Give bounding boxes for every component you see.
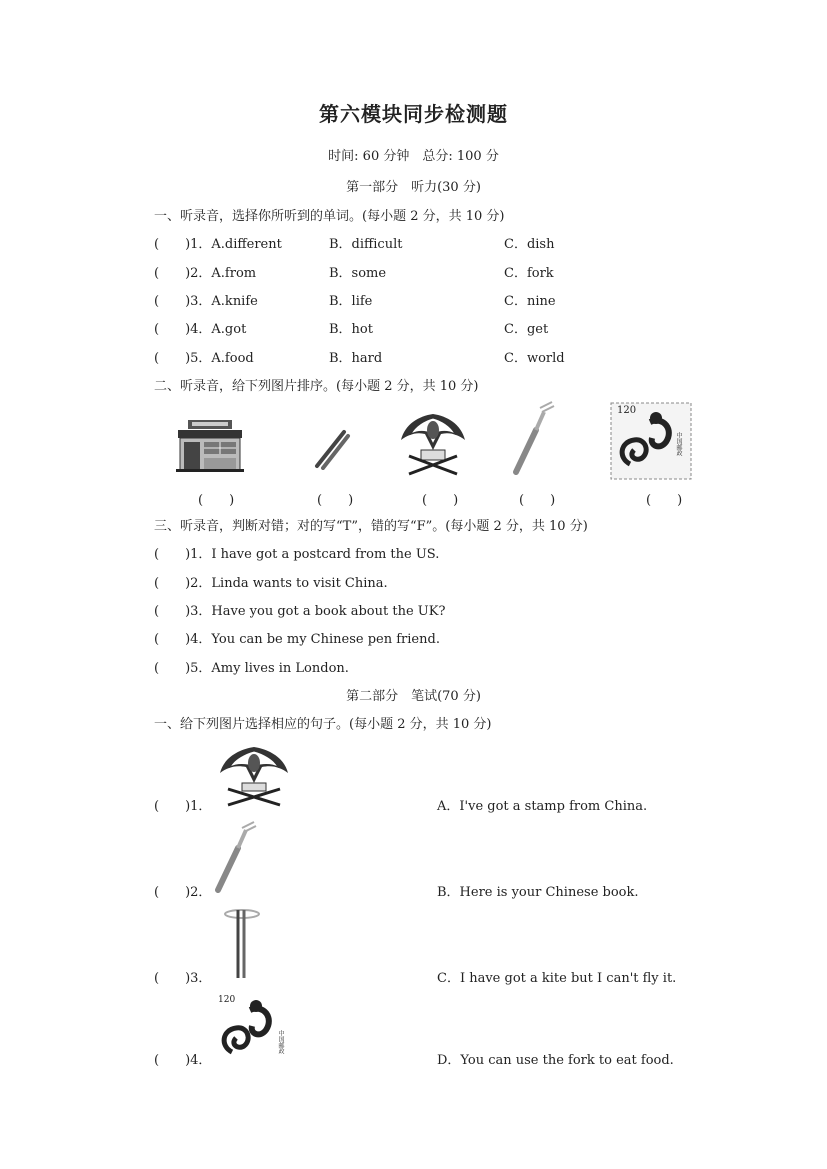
match-item-3: ( )3． xyxy=(154,971,212,986)
kite-icon xyxy=(399,410,467,478)
choice-item-1-b: B．difficult xyxy=(329,237,403,252)
choice-item-2-b: B．some xyxy=(329,266,387,281)
part1-heading: 第一部分 听力(30 分) xyxy=(346,180,481,195)
tf-item-3: ( )3．Have you got a book about the UK? xyxy=(154,604,446,619)
stamp-label: 中国邮政 xyxy=(675,432,682,456)
tf-item-2: ( )2．Linda wants to visit China. xyxy=(154,576,388,591)
choice-item-2-c: C．fork xyxy=(504,266,554,281)
section-heading: 二、听录音，给下列图片排序。(每小题 2 分，共 10 分) xyxy=(154,379,479,394)
stamp-value: 120 xyxy=(617,405,637,416)
choice-item-4-c: C．get xyxy=(504,322,549,337)
chopsticks-icon xyxy=(310,428,352,470)
answer-blank-1[interactable]: ( ) xyxy=(198,493,235,508)
choice-item-3-a: ( )3．A.knife xyxy=(154,294,258,309)
match-sentence-d: D．You can use the fork to eat food. xyxy=(437,1053,674,1068)
tf-item-1: ( )1．I have got a postcard from the US. xyxy=(154,547,440,562)
kite-icon xyxy=(218,743,290,809)
page-title: 第六模块同步检测题 xyxy=(319,102,508,126)
match-item-1: ( )1． xyxy=(154,799,212,814)
choice-item-4-a: ( )4．A.got xyxy=(154,322,247,337)
section-heading: 三、听录音，判断对错；对的写“T”，错的写“F”。(每小题 2 分，共 10 分) xyxy=(154,519,588,534)
choice-item-4-b: B．hot xyxy=(329,322,373,337)
match-item-4: ( )4． xyxy=(154,1053,212,1068)
choice-item-2-a: ( )2．A.from xyxy=(154,266,257,281)
match-sentence-c: C．I have got a kite but I can't fly it. xyxy=(437,971,677,986)
chopsticks-icon xyxy=(222,906,262,980)
match-sentence-b: B．Here is your Chinese book. xyxy=(437,885,639,900)
answer-blank-4[interactable]: ( ) xyxy=(519,493,556,508)
exam-meta: 时间: 60 分钟 总分: 100 分 xyxy=(328,149,499,164)
match-item-2: ( )2． xyxy=(154,885,212,900)
tf-item-4: ( )4．You can be my Chinese pen friend. xyxy=(154,632,440,647)
section-heading: 一、给下列图片选择相应的句子。(每小题 2 分，共 10 分) xyxy=(154,717,492,732)
stamp-value: 120 xyxy=(218,995,236,1005)
part2-heading: 第二部分 笔试(70 分) xyxy=(346,689,481,704)
tf-item-5: ( )5．Amy lives in London. xyxy=(154,661,349,676)
choice-item-5-c: C．world xyxy=(504,351,565,366)
choice-item-3-b: B．life xyxy=(329,294,373,309)
match-sentence-a: A．I've got a stamp from China. xyxy=(437,799,648,814)
choice-item-1-a: ( )1．A.different xyxy=(154,237,282,252)
answer-blank-5[interactable]: ( ) xyxy=(646,493,683,508)
choice-item-5-a: ( )5．A.food xyxy=(154,351,254,366)
choice-item-5-b: B．hard xyxy=(329,351,383,366)
choice-item-1-c: C．dish xyxy=(504,237,555,252)
fork-icon xyxy=(508,400,558,476)
stamp-label: 中国邮政 xyxy=(277,1030,284,1054)
choice-item-3-c: C．nine xyxy=(504,294,556,309)
section-heading: 一、听录音，选择你所听到的单词。(每小题 2 分，共 10 分) xyxy=(154,209,505,224)
shop-icon xyxy=(174,418,246,474)
fork-icon xyxy=(212,820,260,894)
answer-blank-3[interactable]: ( ) xyxy=(422,493,459,508)
answer-blank-2[interactable]: ( ) xyxy=(317,493,354,508)
